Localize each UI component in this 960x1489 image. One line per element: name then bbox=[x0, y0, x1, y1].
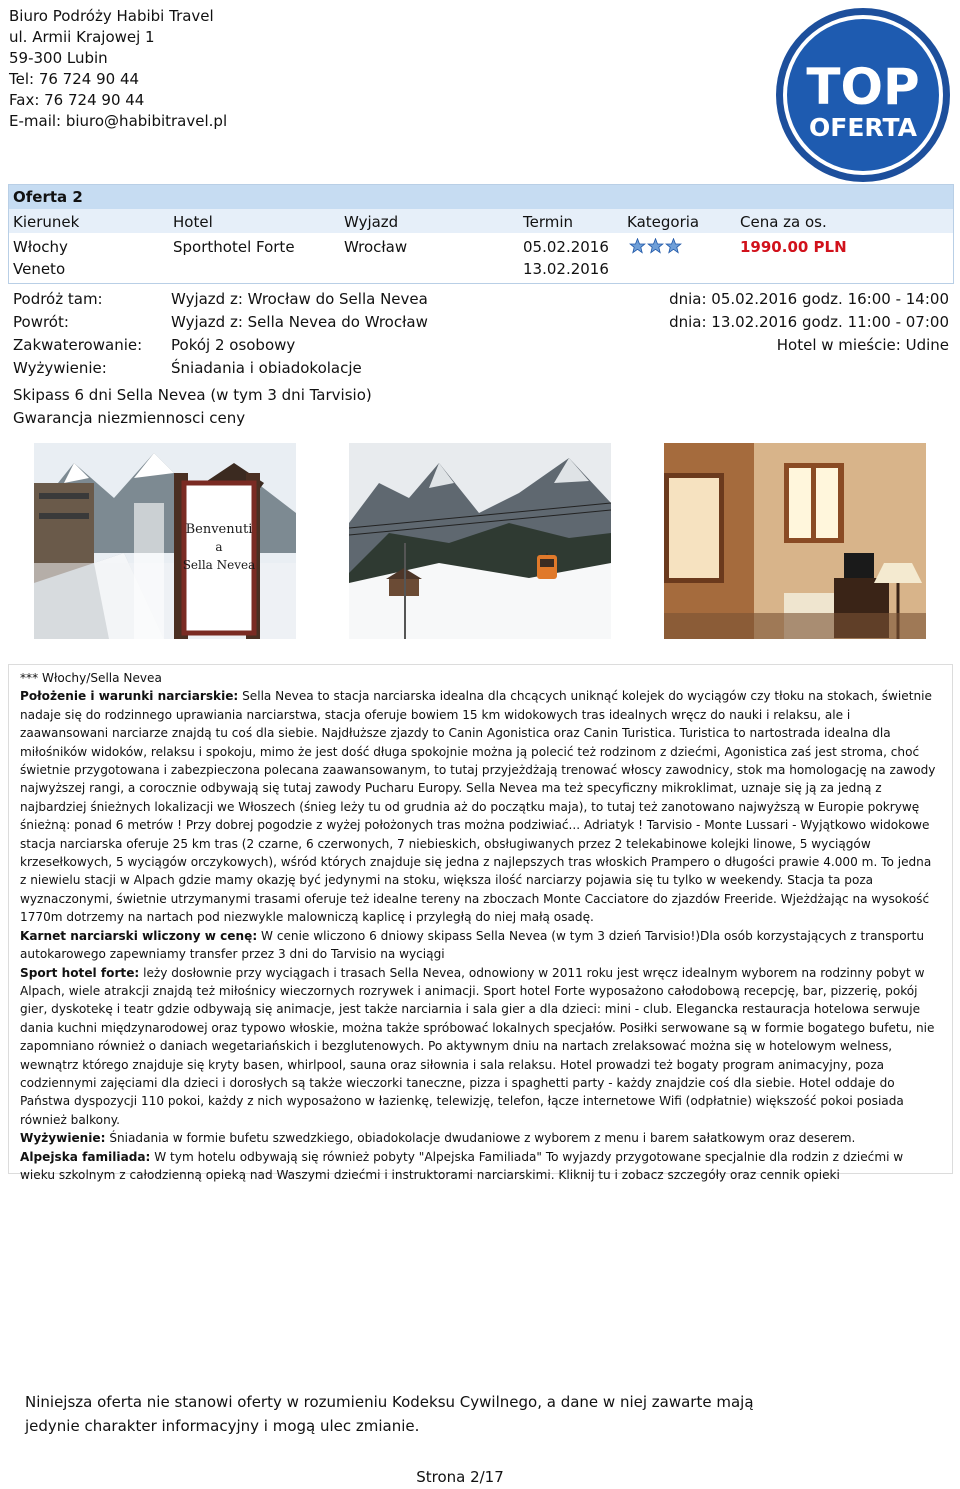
offer-departure-city: Wrocław bbox=[344, 238, 408, 256]
outbound-label: Podróż tam: bbox=[13, 290, 103, 308]
outbound-time: dnia: 05.02.2016 godz. 16:00 - 14:00 bbox=[669, 290, 949, 308]
return-row bbox=[13, 313, 949, 336]
sign-line-2: a bbox=[215, 540, 223, 554]
photo-gondola[interactable] bbox=[349, 443, 611, 639]
offer-date-to: 13.02.2016 bbox=[523, 260, 609, 278]
header-departure: Wyjazd bbox=[344, 213, 399, 231]
category-stars bbox=[629, 238, 683, 260]
agency-email[interactable]: E-mail: biuro@habibitravel.pl bbox=[9, 112, 228, 130]
offer-destination bbox=[13, 236, 68, 280]
photo-gallery bbox=[0, 443, 960, 639]
header-hotel: Hotel bbox=[173, 213, 213, 231]
outbound-row bbox=[13, 290, 949, 313]
accommodation-label: Zakwaterowanie: bbox=[13, 336, 143, 354]
header-price: Cena za os. bbox=[740, 213, 827, 231]
offer-table bbox=[8, 184, 954, 284]
star-icon bbox=[647, 238, 664, 254]
header-category: Kategoria bbox=[627, 213, 700, 231]
offer-price: 1990.00 PLN bbox=[740, 238, 847, 256]
hotel-label: Sport hotel forte: bbox=[20, 965, 140, 980]
page-number: Strona 2/17 bbox=[416, 1468, 504, 1486]
offer-title: Oferta 2 bbox=[9, 185, 953, 209]
agency-city: 59-300 Lubin bbox=[9, 49, 108, 67]
skipass-text: W cenie wliczono 6 dniowy skipass Sella Nevea (w tym 3 dzień Tarvisio!)Dla osób korzystających z transportu autokarowego zapewniamy transfer przez 3 dni do Tarvisio na wyciągi bbox=[20, 928, 924, 962]
return-time: dnia: 13.02.2016 godz. 11:00 - 07:00 bbox=[669, 313, 949, 331]
header-direction: Kierunek bbox=[13, 213, 80, 231]
star-icon bbox=[665, 238, 682, 254]
offer-value-row bbox=[9, 233, 953, 283]
board-desc-text: Śniadania w formie bufetu szwedzkiego, obiadokolacje dwudaniowe z wyborem z menu i barem sałatkowym oraz deserem. bbox=[105, 1131, 856, 1146]
accommodation-value: Pokój 2 osobowy bbox=[171, 336, 296, 354]
board-value: Śniadania i obiadokolacje bbox=[171, 359, 362, 377]
board-row bbox=[13, 359, 949, 382]
agency-contact bbox=[9, 6, 227, 132]
badge-oferta-text: OFERTA bbox=[809, 113, 917, 142]
hotel-text: leży dosłownie przy wyciągach i trasach Sella Nevea, odnowiony w 2011 roku jest wręcz idealnym wyborem na rodzinny pobyt w Alpach, wiele atrakcji znajdą też miłośnicy wieczornych rozrywek i animacji. Sport hotel Forte wyposażono całodobową recepcję, bar, pizzerię, pokój gier, dyskotekę i teatr gdzie odbywają się animacje, jest także narciarnia i sala gier a dla dzieci: mini - club. Elegancka restauracja hotelowa serwuje dania kuchni międzynarodowej oraz typowo włoskie, można także spróbować lokalnych specjałów. Posiłki serwowane są w formie bogatego bufetu, nie zapomniano również o daniach wegetariańskich i bezglutenowych. Po aktywnym dniu na nartach zrelaksować można się w hotelowym welness, wewnątrz którego znajduje się kryty basen, whirlpool, sauna oraz siłownia i sala relaksu. Hotel prowadzi też bogaty program animacyjny, poza codziennymi zajęciami dla dzieci i dorosłych są także wieczorki taneczne, pizza i spaghetti party - każdy znajdzie coś dla siebie. Hotel oddaje do Państwa dyspozycji 110 pokoi, każdy z nich wyposażono w łazienkę, telewizję, telefon, łącze internetowe Wifi (odpłatnie) większość pokoi posiada również balkony. bbox=[20, 965, 935, 1127]
return-label: Powrót: bbox=[13, 313, 69, 331]
offer-date-from: 05.02.2016 bbox=[523, 238, 609, 256]
sign-line-3: Sella Nevea bbox=[182, 558, 256, 572]
location-label: Położenie i warunki narciarskie: bbox=[20, 689, 239, 704]
agency-fax: Fax: 76 724 90 44 bbox=[9, 91, 145, 109]
family-paragraph bbox=[20, 1148, 941, 1185]
hotel-paragraph bbox=[20, 964, 941, 1130]
agency-street: ul. Armii Krajowej 1 bbox=[9, 28, 155, 46]
outbound-value: Wyjazd z: Wrocław do Sella Nevea bbox=[171, 290, 428, 308]
photo-hotel-room[interactable] bbox=[664, 443, 926, 639]
return-value: Wyjazd z: Sella Nevea do Wrocław bbox=[171, 313, 428, 331]
family-text[interactable]: W tym hotelu odbywają się również pobyty "Alpejska Familiada" To wyjazdy przygotowane specjalnie dla rodzin z dziećmi w wieku szkolnym z całodzienną opieką nad Waszymi dziećmi i instruktorami narciarskimi. Kliknij tu i zobacz szczegóły oraz cennik opieki bbox=[20, 1149, 904, 1182]
star-icon bbox=[629, 238, 646, 254]
accommodation-row bbox=[13, 336, 949, 359]
agency-name: Biuro Podróży Habibi Travel bbox=[9, 7, 214, 25]
location-text: Sella Nevea to stacja narciarska idealna dla chcących uniknąć kolejek do wyciągów czy tłoku na stokach, świetnie nadaje się do rodzinnego uprawiania narciarstwa, stacja oferuje bowiem 15 km widokowych tras idealnych wręcz do nauki i relaksu, ale i zaawansowani narciarze znajdą tu coś dla siebie. Najdłuższe zjazdy to Canin Agonistica oraz Canin Turistica. Turistica to nartostrada idealna dla miłośników widoków, relaksu i spokoju, mimo że jest dość długa spokojnie można ją polecić też rodzinom z dziećmi, Agonistica zaś jest stroma, choć świetnie przygotowana i zabezpieczona polecana zaawansowanym, to tutaj przyjeżdżają trenować włoscy zawodnicy, stok ma homologację na zawody najwyższej rangi, a corocznie odbywają się tutaj zawody Pucharu Europy. Sella Nevea ma też specyficzny mikroklimat, uznaje się ją za jedną z najbardziej śnieżnych lokalizacji we Włoszech (śnieg leży tu od grudnia aż do początku maja), to tutaj też zanotowano najwyższą w Europie pokrywę śnieżną: ponad 6 metrów ! Przy dobrej pogodzie z wyżej położonych tras można podziwiać... Adriatyk ! Tarvisio - Monte Lussari - Wyjątkowo widokowe stacja narciarska oferuje 25 km tras (2 czarne, 6 czerwonych, 7 niebieskich, obsługiwanych przez 2 telekabinowe kolejki linowe, 5 wyciągów krzesełkowych, 5 wyciągów orczykowych), wśród których znajduje się jedna z najlepszych tras włoskich Prampero o długości prawie 4.000 m. To jedna z niewielu stacji w Alpach gdzie mamy okazję być jedynymi na stoku, większa ilość narciarzy pojawia się tu tylko w weekendy. Stacja ta poza wyznaczonymi, świetnie utrzymanymi trasami oferuje też idealne tereny na zboczach Monte Cacciatore do zjazdów Freeride. Wjeżdżając na wysokość 1770m dotrzemy na nartach pod niezwykle malowniczą kaplicę i przyległą do niej małą osadę. bbox=[20, 689, 936, 925]
agency-phone: Tel: 76 724 90 44 bbox=[9, 70, 140, 88]
offer-country: Włochy bbox=[13, 238, 68, 256]
offer-header-row bbox=[9, 209, 953, 233]
board-label: Wyżywienie: bbox=[13, 359, 107, 377]
skipass-info: Skipass 6 dni Sella Nevea (w tym 3 dni Tarvisio) bbox=[13, 386, 372, 404]
description-heading: *** Włochy/Sella Nevea bbox=[20, 671, 162, 685]
top-offer-badge bbox=[774, 6, 952, 184]
offer-term bbox=[523, 236, 609, 280]
price-guarantee: Gwarancja niezmiennosci ceny bbox=[13, 409, 246, 427]
legal-disclaimer: Niniejsza oferta nie stanowi oferty w rozumieniu Kodeksu Cywilnego, a dane w niej zawarte mają jedynie charakter informacyjny i mogą ulec zmianie. bbox=[25, 1393, 754, 1435]
offer-hotel[interactable]: Sporthotel Forte bbox=[173, 238, 295, 256]
offer-region: Veneto bbox=[13, 260, 66, 278]
board-paragraph bbox=[20, 1129, 941, 1147]
family-label: Alpejska familiada: bbox=[20, 1149, 151, 1164]
board-desc-label: Wyżywienie: bbox=[20, 1131, 106, 1146]
description-box bbox=[8, 664, 953, 1182]
skipass-paragraph bbox=[20, 927, 941, 964]
photo-sella-nevea-sign[interactable] bbox=[34, 443, 296, 639]
skipass-label: Karnet narciarski wliczony w cenę: bbox=[20, 928, 258, 943]
location-paragraph bbox=[20, 687, 941, 926]
hotel-location: Hotel w mieście: Udine bbox=[776, 336, 949, 354]
sign-line-1: Benvenuti bbox=[185, 522, 253, 537]
badge-top-text: TOP bbox=[806, 58, 920, 116]
header-term: Termin bbox=[523, 213, 574, 231]
trip-details bbox=[13, 290, 949, 430]
